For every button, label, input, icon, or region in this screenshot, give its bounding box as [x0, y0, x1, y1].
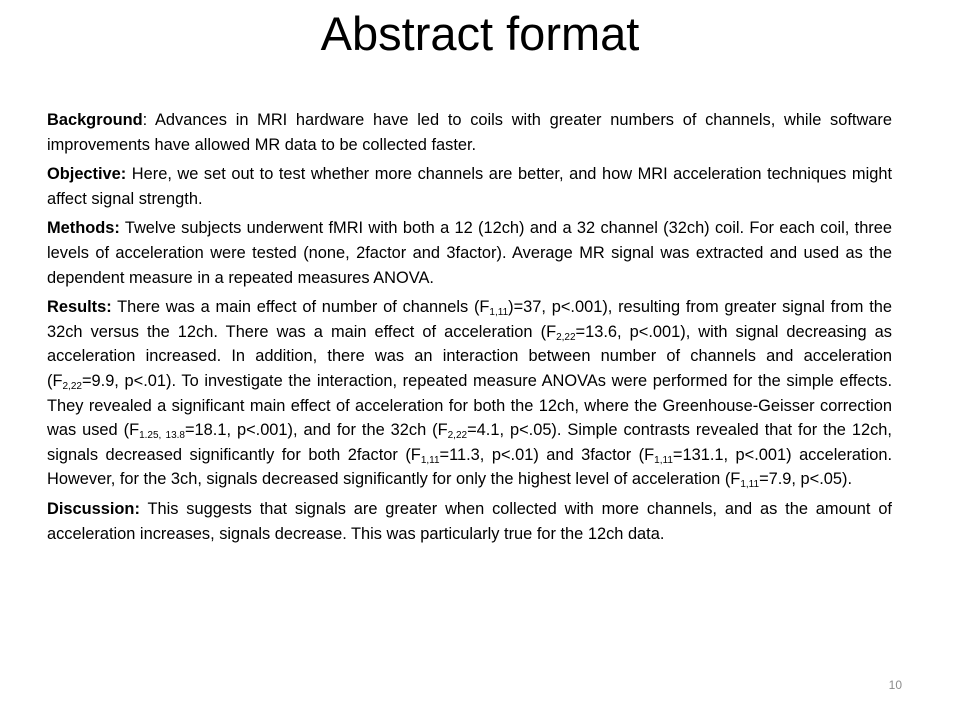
objective-text: Here, we set out to test whether more channels are better, and how MRI acceleration techniques might affect signal strength.: [47, 165, 892, 208]
methods-text: Twelve subjects underwent fMRI with both a 12 (12ch) and a 32 channel (32ch) coil. For each coil, three levels of acceleration were tested (none, 2factor and 3factor). Average MR signal was extracted and used as the dependent measure in a repeated measures ANOVA.: [47, 219, 892, 287]
objective-paragraph: [47, 162, 892, 211]
page-number: 10: [888, 678, 902, 692]
results-text: =7.9, p<.05).: [759, 470, 853, 489]
df-subscript: 1.25, 13.8: [139, 430, 185, 442]
results-text: There was a main effect of number of channels (F: [111, 298, 490, 317]
background-paragraph: [47, 108, 892, 157]
df-subscript: 2,22: [447, 430, 468, 442]
background-label: Background: [47, 111, 143, 129]
background-text: Advances in MRI hardware have led to coils with greater numbers of channels, while software improvements have allowed MR data to be collected faster.: [47, 111, 892, 154]
df-subscript: 2,22: [556, 331, 576, 343]
objective-label: Objective:: [47, 165, 127, 184]
background-separator: :: [142, 111, 148, 129]
discussion-label: Discussion:: [47, 499, 140, 518]
discussion-text: This suggests that signals are greater when collected with more channels, and as the amount of acceleration increases, signals decrease. This was particularly true for the 12ch data.: [47, 499, 892, 543]
df-subscript: 2,22: [62, 380, 82, 392]
results-text: =13.6, p<.001), with signal decreasing as acceleration increased. In addition, there was an interaction between number of channels and acceleration (F: [47, 322, 892, 390]
slide-title: Abstract format: [320, 7, 640, 60]
methods-label: Methods:: [47, 219, 120, 238]
df-subscript: 1,11: [654, 454, 673, 466]
results-text: =9.9, p<.01). To investigate the interaction, repeated measure ANOVAs were performed for the simple effects. They revealed a significant main effect of acceleration for both the 12ch, where the Greenhouse-Geisser correction was used (F: [47, 371, 892, 440]
results-paragraph: [47, 295, 892, 492]
results-label: Results:: [47, 298, 112, 317]
results-text: =131.1, p<.001) acceleration. However, for the 3ch, signals decreased significantly for only the highest level of acceleration (F: [47, 445, 893, 489]
df-subscript: 1,11: [420, 454, 440, 466]
results-text: =18.1, p<.001), and for the 32ch (F: [184, 421, 448, 440]
results-text: =4.1, p<.05). Simple contrasts revealed that for the 12ch, signals decreased significantly for both 2factor (F: [47, 421, 892, 464]
methods-paragraph: [47, 216, 892, 290]
results-text: )=37, p<.001), resulting from greater signal from the 32ch versus the 12ch. There was a main effect of acceleration (F: [47, 298, 892, 341]
df-subscript: 1,11: [740, 479, 760, 491]
results-text: =11.3, p<.01) and 3factor (F: [439, 445, 655, 464]
discussion-paragraph: [47, 497, 892, 546]
df-subscript: 1,11: [489, 307, 509, 319]
abstract-body: [47, 108, 892, 551]
